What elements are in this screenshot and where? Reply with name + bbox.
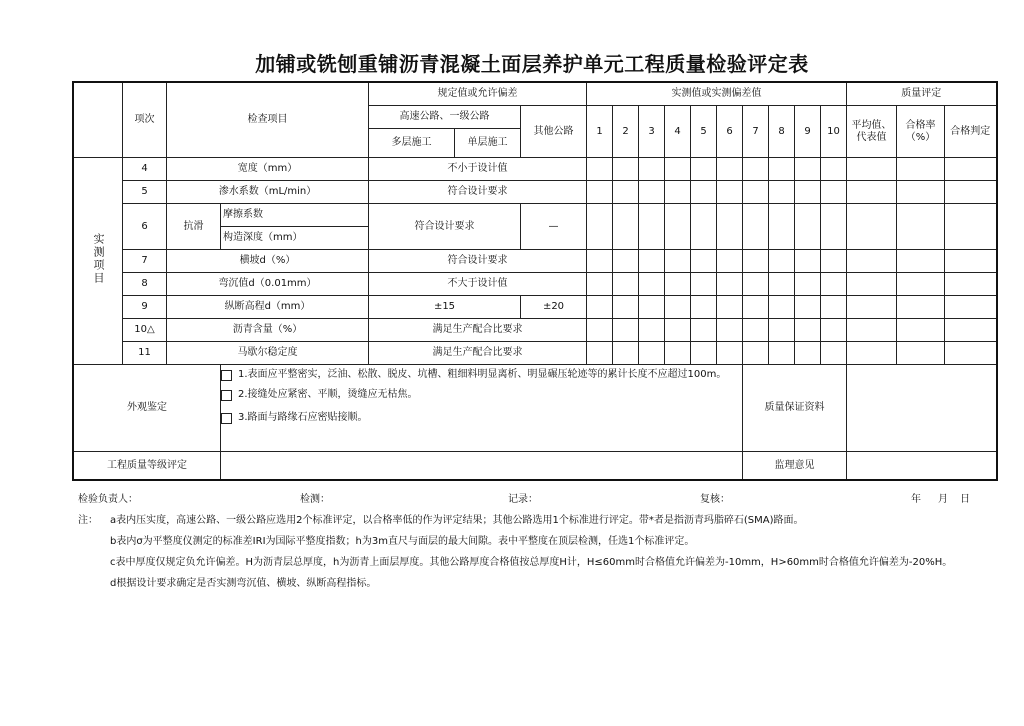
row-no: 9: [123, 296, 167, 319]
row-sub-item: 构造深度（mm）: [221, 227, 369, 250]
note-a: 注： a表内压实度，高速公路、一级公路应选用2个标准评定，以合格率低的作为评定结果；其他公路选用1个标准进行评定。带*者是指沥青玛脂碎石(SMA)路面。: [78, 515, 804, 526]
row-no: 5: [123, 181, 167, 204]
header-highway: 高速公路、一级公路: [369, 106, 521, 129]
qa-docs-label: 质量保证资料: [743, 365, 847, 452]
col-4: 4: [665, 106, 691, 158]
col-5: 5: [691, 106, 717, 158]
row-group: 抗滑: [167, 204, 221, 250]
appearance-item[interactable]: 2.接缝处应紧密、平顺，烫缝应无枯焦。: [221, 383, 738, 403]
appearance-checklist: [221, 365, 743, 452]
quality-table: [72, 81, 998, 481]
header-avg: 平均值、代表值: [847, 106, 897, 158]
year-label: 年: [911, 494, 921, 505]
row-spec: 符合设计要求: [369, 204, 521, 250]
col-2: 2: [613, 106, 639, 158]
row-no: 10△: [123, 319, 167, 342]
header-spec: 规定值或允许偏差: [369, 82, 587, 106]
qa-docs-value: [847, 365, 997, 452]
section-label: 实测项目: [73, 158, 123, 365]
col-3: 3: [639, 106, 665, 158]
row-no: 4: [123, 158, 167, 181]
col-7: 7: [743, 106, 769, 158]
appearance-label: 外观鉴定: [73, 365, 221, 452]
col-8: 8: [769, 106, 795, 158]
header-single-layer: 单层施工: [455, 129, 521, 158]
supervisor-label: 监理意见: [743, 452, 847, 481]
col-1: 1: [587, 106, 613, 158]
header-item-no: 项次: [123, 82, 167, 158]
row-no: 7: [123, 250, 167, 273]
checkbox[interactable]: [221, 390, 232, 401]
col-6: 6: [717, 106, 743, 158]
checkbox[interactable]: [221, 370, 232, 381]
month-label: 月: [938, 494, 948, 505]
row-spec: 不小于设计值: [369, 158, 587, 181]
row-item: 马歇尔稳定度: [167, 342, 369, 365]
reviewer-label: 复核：: [700, 494, 730, 505]
header-other-road: 其他公路: [521, 106, 587, 158]
row-item: 弯沉值d（0.01mm）: [167, 273, 369, 296]
row-item: 渗水系数（mL/min）: [167, 181, 369, 204]
note-b: b表内σ为平整度仪测定的标准差IRI为国际平整度指数；h为3m直尺与面层的最大间隙。表中平整度在顶层检测，任选1个标准评定。: [110, 536, 695, 547]
row-no: 6: [123, 204, 167, 250]
grade-label: 工程质量等级评定: [73, 452, 221, 481]
row-spec: 符合设计要求: [369, 181, 587, 204]
tester-label: 检测：: [300, 494, 330, 505]
row-item: 纵断高程d（mm）: [167, 296, 369, 319]
section-label-cell: [73, 82, 123, 158]
row-spec: 符合设计要求: [369, 250, 587, 273]
header-measured: 实测值或实测偏差值: [587, 82, 847, 106]
header-multi-layer: 多层施工: [369, 129, 455, 158]
row-spec: 满足生产配合比要求: [369, 319, 587, 342]
col-9: 9: [795, 106, 821, 158]
checkbox[interactable]: [221, 413, 232, 424]
row-other: ±20: [521, 296, 587, 319]
note-d: d根据设计要求确定是否实测弯沉值、横坡、纵断高程指标。: [110, 578, 377, 589]
notes-label: 注：: [78, 515, 98, 526]
recorder-label: 记录：: [508, 494, 538, 505]
header-judge: 合格判定: [945, 106, 997, 158]
day-label: 日: [960, 494, 970, 505]
appearance-item[interactable]: 1.表面应平整密实，泛油、松散、脱皮、坑槽、粗细料明显离析、明显碾压轮迹等的累计长度不应超过100m。: [221, 367, 738, 383]
page-title: 加铺或铣刨重铺沥青混凝土面层养护单元工程质量检验评定表: [255, 52, 809, 76]
inspector-label: 检验负责人：: [78, 494, 138, 505]
header-check-item: 检查项目: [167, 82, 369, 158]
row-no: 11: [123, 342, 167, 365]
row-spec: 不大于设计值: [369, 273, 587, 296]
header-pass-rate: 合格率（%）: [897, 106, 945, 158]
header-quality: 质量评定: [847, 82, 997, 106]
row-spec: ±15: [369, 296, 521, 319]
row-spec: 满足生产配合比要求: [369, 342, 587, 365]
col-10: 10: [821, 106, 847, 158]
row-no: 8: [123, 273, 167, 296]
row-item: 横坡d（%）: [167, 250, 369, 273]
note-c: c表中厚度仅规定负允许偏差。H为沥青层总厚度，h为沥青上面层厚度。其他公路厚度合格值按总厚度H计，H≤60mm时合格值允许偏差为-10mm，H>60mm时合格值允许偏差为-20%H。: [110, 557, 953, 568]
grade-value: [221, 452, 743, 481]
row-item: 沥青含量（%）: [167, 319, 369, 342]
row-sub-item: 摩擦系数: [221, 204, 369, 227]
supervisor-value: [847, 452, 997, 481]
notes: [78, 514, 978, 598]
row-item: 宽度（mm）: [167, 158, 369, 181]
appearance-item[interactable]: 3.路面与路缘石应密贴接顺。: [221, 403, 738, 426]
row-other: —: [521, 204, 587, 250]
